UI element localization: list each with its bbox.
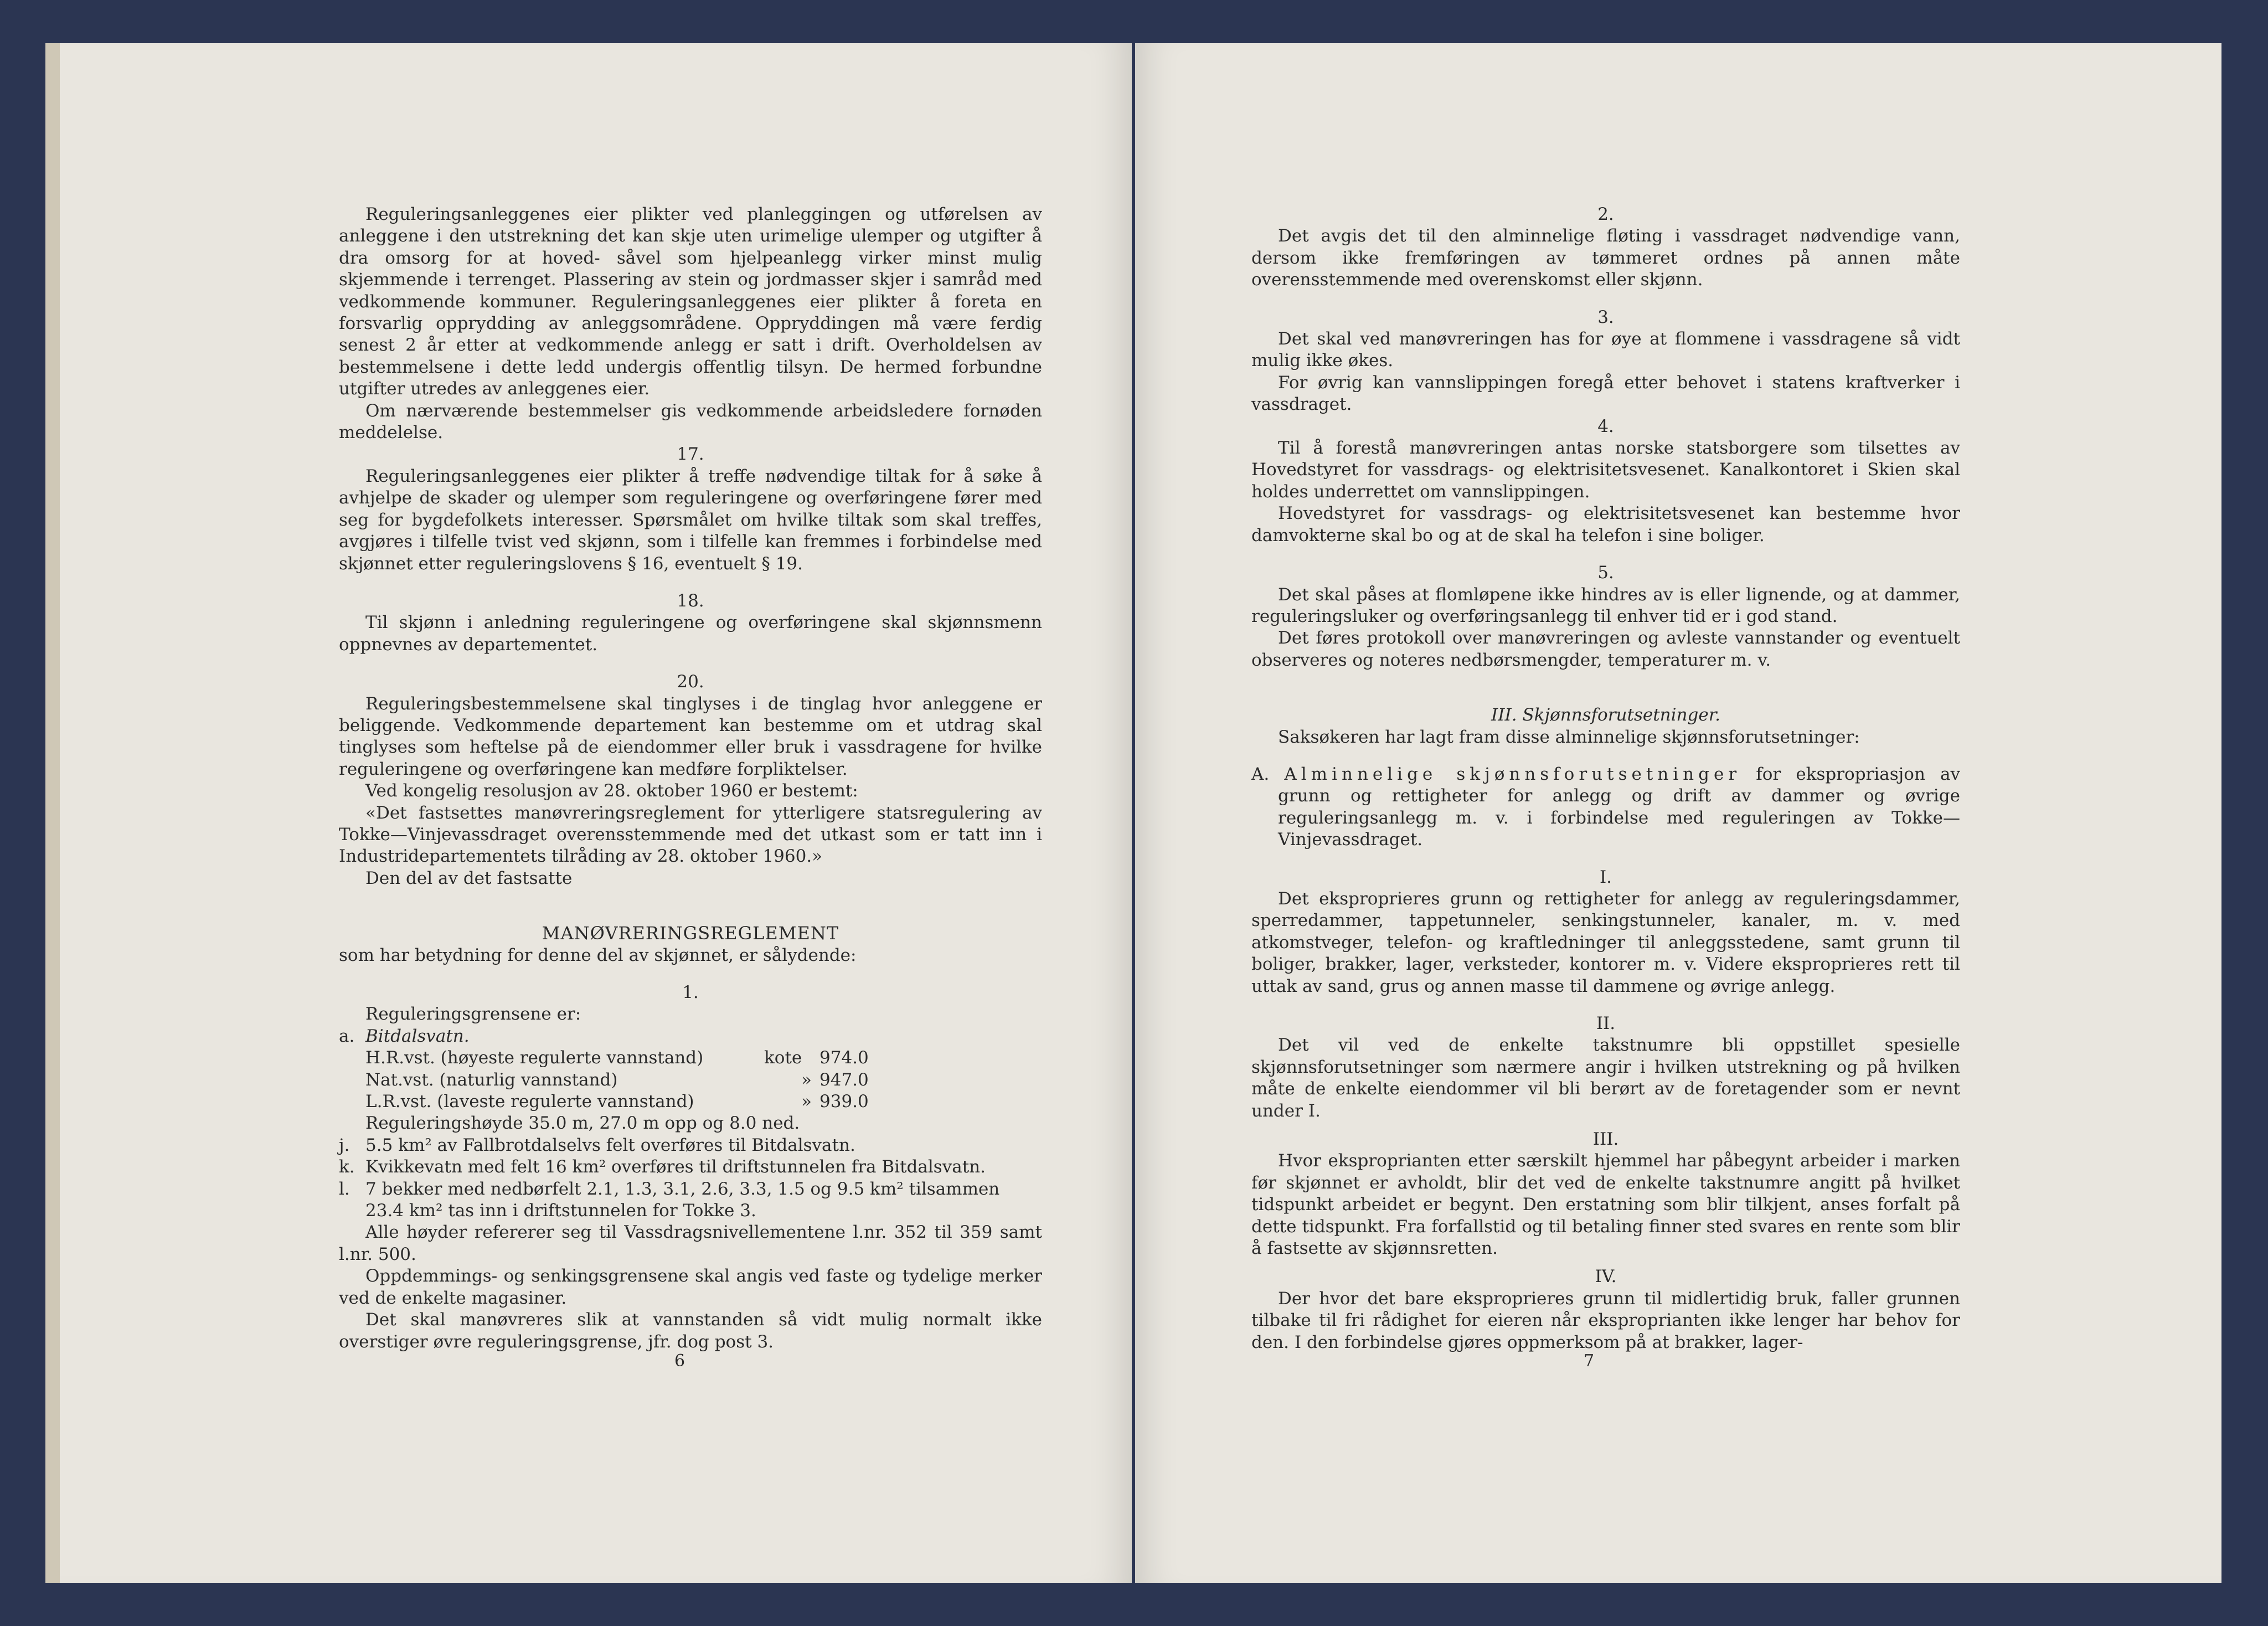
section-number: 20.	[677, 672, 704, 692]
paragraph: Det avgis det til den alminnelige fløting i vassdraget nødvendige vann, dersom ikke fremføringen av tømmeret ordnes på annen måte overensstemmende med overenskomst eller skjønn.	[1251, 226, 1960, 290]
paragraph: Den del av det fastsatte	[365, 868, 573, 888]
paragraph: Det skal manøvreres slik at vannstanden så vidt mulig normalt ikke overstiger øvre reguleringsgrense, jfr. dog post 3.	[339, 1310, 1042, 1352]
paragraph: Hvor eksproprianten etter særskilt hjemmel har påbegynt arbeider i marken før skjønnet er avholdt, blir det ved de enkelte takstnumre angitt på hvilket tidspunkt arbeidet er begynt. Den erstatning som blir tilkjent, anses forfalt på dette tidspunkt. Fra forfallstid og til betaling finner sted svares en rente som blir å fastsette av skjønnsretten.	[1251, 1151, 1960, 1259]
roman-number: III.	[1592, 1129, 1619, 1150]
level-row	[339, 1047, 1042, 1069]
level-prefix: »	[801, 1092, 812, 1112]
list-item-l	[339, 1179, 1042, 1222]
paragraph: Det føres protokoll over manøvreringen og avleste vannstander og eventuelt observeres og noteres nedbørsmengder, temperaturer m. v.	[1251, 628, 1960, 670]
paragraph: Det skal påses at flomløpene ikke hindres av is eller lignende, og at dammer, reguleringsluker og overføringsanlegg til enhver tid er i god stand.	[1251, 584, 1960, 626]
level-prefix: »	[801, 1069, 812, 1090]
paragraph: Reguleringsbestemmelsene skal tinglyses i de tinglag hvor anleggene er beliggende. Vedkommende departement kan bestemme om et utdrag skal tinglyses som heftelse på de eiendommer eller bruk i vassdragene for hvilke reguleringene og overføringene kan medføre forpliktelser.	[339, 693, 1042, 779]
roman-number: IV.	[1595, 1267, 1617, 1287]
paragraph-prefix: A.	[1251, 764, 1270, 784]
paragraph: som har betydning for denne del av skjønnet, er sålydende:	[339, 945, 857, 965]
regulation-heading: MANØVRERINGSREGLEMENT	[542, 923, 839, 944]
left-page-text	[339, 204, 1042, 1353]
level-row	[339, 1091, 1042, 1113]
section-number: 2.	[1597, 204, 1614, 224]
level-value: 947.0	[819, 1069, 869, 1090]
section-number: 17.	[677, 444, 704, 465]
paragraph-text: for ekspropriasjon av grunn og rettigheter for anlegg og drift av dammer og øvrige reguleringsanlegg m. v. i forbindelse med reguleringen av Tokke—Vinjevassdraget.	[1278, 764, 1961, 850]
paragraph: Om nærværende bestemmelser gis vedkommende arbeidsledere fornøden meddelelse.	[339, 400, 1042, 443]
level-name: L.R.vst. (laveste regulerte vannstand)	[365, 1092, 694, 1112]
roman-number: I.	[1599, 867, 1612, 887]
paragraph: Reguleringshøyde 35.0 m, 27.0 m opp og 8.0 ned.	[365, 1113, 800, 1134]
paragraph: Til å forestå manøvreringen antas norske statsborgere som tilsettes av Hovedstyret for vassdrags- og elektrisitetsvesenet. Kanalkontoret i Skien skal holdes underrettet om vannslippingen.	[1251, 438, 1960, 502]
right-page-text	[1251, 204, 1960, 1354]
paragraph: Hovedstyret for vassdrags- og elektrisitetsvesenet kan bestemme hvor damvokterne skal bo og at de skal ha telefon i sine boliger.	[1251, 503, 1960, 546]
section-number: 18.	[677, 590, 704, 611]
list-label: j.	[339, 1135, 350, 1155]
section-number: 4.	[1597, 416, 1614, 436]
paragraph: Det vil ved de enkelte takstnumre bli oppstillet spesielle skjønnsforutsetninger som nærmere angir i hvilken utstrekning og på hvilken måte de enkelte eiendommer vil bli berørt av de foretagender som er nevnt under I.	[1251, 1035, 1960, 1121]
spaced-title: Alminnelige skjønnsforutsetninger	[1284, 764, 1741, 784]
level-prefix: kote	[764, 1048, 802, 1068]
list-item-a	[339, 1026, 1042, 1047]
paragraph: Ved kongelig resolusjon av 28. oktober 1960 er bestemt:	[365, 781, 858, 801]
list-label: a.	[339, 1026, 355, 1046]
paragraph-a	[1251, 764, 1960, 851]
section-number: 3.	[1597, 307, 1614, 327]
level-name: H.R.vst. (høyeste regulerte vannstand)	[365, 1048, 704, 1068]
paragraph: Oppdemmings- og senkingsgrensene skal angis ved faste og tydelige merker ved de enkelte magasiner.	[339, 1266, 1042, 1308]
paragraph: For øvrig kan vannslippingen foregå etter behovet i statens kraftverker i vassdraget.	[1251, 372, 1960, 415]
list-text: 5.5 km² av Fallbrotdalselvs felt overføres til Bitdalsvatn.	[365, 1135, 855, 1155]
page-number: 6	[674, 1351, 685, 1371]
quote: «Det fastsettes manøvreringsreglement for ytterligere statsregulering av Tokke—Vinjevassdraget overensstemmende med det utkast som er tatt inn i Industridepartementets tilråding av 28. oktober 1960.»	[339, 802, 1042, 867]
paragraph: Det eksproprieres grunn og rettigheter for anlegg av reguleringsdammer, sperredammer, tappetunneler, senkingstunneler, kanaler, m. v. med atkomstveger, telefon- og kraftledninger til anleggsstedene, samt grunn til boliger, brakker, lager, verksteder, kontorer m. v. Videre eksproprieres rett til uttak av sand, grus og annen masse til dammene og øvrige anlegg.	[1251, 888, 1960, 996]
right-page	[1135, 43, 2221, 1583]
list-text: Kvikkevatn med felt 16 km² overføres til driftstunnelen fra Bitdalsvatn.	[365, 1157, 986, 1177]
level-value: 939.0	[819, 1092, 869, 1112]
paragraph: Saksøkeren har lagt fram disse alminnelige skjønnsforutsetninger:	[1278, 727, 1860, 747]
roman-number: II.	[1596, 1013, 1616, 1033]
paragraph: Der hvor det bare eksproprieres grunn til midlertidig bruk, faller grunnen tilbake til fri rådighet for eieren når eksproprianten ikke lenger har behov for den. I den forbindelse gjøres oppmerksom på at brakker, lager-	[1251, 1288, 1960, 1352]
level-value: 974.0	[819, 1048, 869, 1068]
level-name: Nat.vst. (naturlig vannstand)	[365, 1069, 618, 1090]
paragraph: Til skjønn i anledning reguleringene og overføringene skal skjønnsmenn oppnevnes av departementet.	[339, 613, 1042, 655]
list-label: l.	[339, 1179, 350, 1199]
paragraph: Reguleringsanleggenes eier plikter å treffe nødvendige tiltak for å søke å avhjelpe de skader og ulemper som reguleringene og overføringene fører med seg for bygdefolkets interesser. Spørsmålet om hvilke tiltak som skal treffes, avgjøres i tilfelle tvist ved skjønn, som i tilfelle kan fremmes i forbindelse med skjønnet etter reguleringslovens § 16, eventuelt § 19.	[339, 466, 1042, 574]
lake-name: Bitdalsvatn.	[365, 1026, 470, 1046]
paragraph: Reguleringsanleggenes eier plikter ved planleggingen og utførelsen av anleggene i den utstrekning det kan skje uten urimelige ulemper og utgifter å dra omsorg for at hoved- såvel som hjelpeanlegg virker minst mulig skjemmende i terrenget. Plassering av stein og jordmasser skjer i samråd med vedkommende kommuner. Reguleringsanleggenes eier plikter å foreta en forsvarlig opprydding av anleggsområdene. Oppryddingen må være ferdig senest 2 år etter at vedkommende anlegg er satt i drift. Overholdelsen av bestemmelsene i dette ledd undergis offentlig tilsyn. De hermed forbundne utgifter utredes av anleggenes eier.	[339, 204, 1042, 399]
paragraph: Reguleringsgrensene er:	[365, 1004, 581, 1025]
list-item-j	[339, 1135, 1042, 1156]
section-number: 5.	[1597, 563, 1614, 583]
left-page	[45, 43, 1132, 1583]
list-text: 7 bekker med nedbørfelt 2.1, 1.3, 3.1, 2.6, 3.3, 1.5 og 9.5 km² tilsammen 23.4 km² tas inn i driftstunnelen for Tokke 3.	[365, 1179, 1000, 1221]
level-row	[339, 1069, 1042, 1091]
section-heading: III. Skjønnsforutsetninger.	[1491, 705, 1720, 725]
paragraph: Det skal ved manøvreringen has for øye at flommene i vassdragene så vidt mulig ikke økes.	[1251, 329, 1960, 371]
list-label: k.	[339, 1157, 355, 1177]
book-spread	[45, 43, 2221, 1583]
section-number: 1.	[682, 982, 699, 1002]
page-number: 7	[1584, 1351, 1595, 1371]
list-item-k	[339, 1156, 1042, 1178]
paragraph: Alle høyder refererer seg til Vassdragsnivellementene l.nr. 352 til 359 samt l.nr. 500.	[339, 1222, 1042, 1264]
